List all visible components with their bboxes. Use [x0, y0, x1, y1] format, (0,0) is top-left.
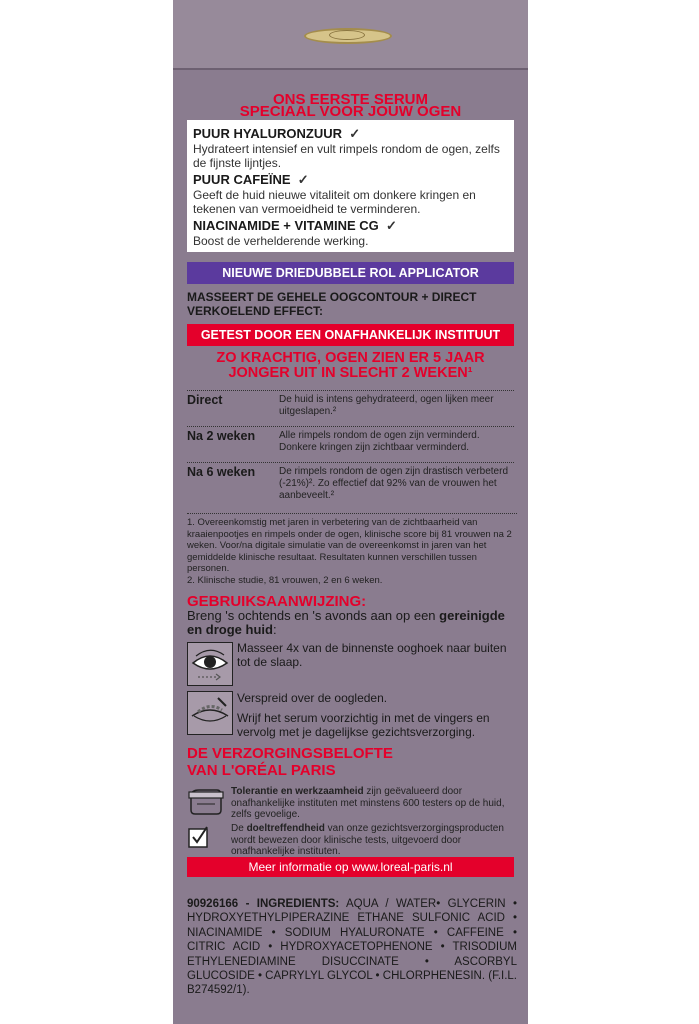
gold-seal-inner: [329, 30, 365, 40]
ingredient-title: PUUR CAFEÏNE ✓: [193, 172, 309, 187]
checkmark-icon: ✓: [294, 172, 309, 187]
eye-massage-icon: [187, 642, 233, 686]
step-1-text: Masseer 4x van de binnenste ooghoek naar buiten tot de slaap.: [237, 641, 507, 669]
promise-title-2: VAN L'ORÉAL PARIS: [187, 762, 336, 779]
step-2-text: Verspreid over de oogleden.: [237, 691, 388, 705]
checkbox-icon: [187, 825, 211, 854]
result-row: [187, 462, 514, 511]
footnote-2: 2. Klinische studie, 81 vrouwen, 2 en 6 weken.: [187, 574, 383, 586]
product-box-panel: [173, 0, 528, 1024]
ingredient-title: NIACINAMIDE + VITAMINE CG ✓: [193, 218, 397, 233]
footnotes: [187, 513, 517, 587]
header-line-2: SPECIAAL VOOR JOUW OGEN: [239, 103, 462, 120]
tested-banner: GETEST DOOR EEN ONAFHANKELIJK INSTITUUT: [187, 324, 514, 346]
ingredient-text: Hydrateert intensief en vult rimpels rondom de ogen, zelfs de fijnste lijntjes.: [193, 142, 500, 170]
result-text: De rimpels rondom de ogen zijn drastisch verbeterd (-21%)². Zo effectief dat 92% van de vrouwen het aanbeveelt.²: [279, 466, 508, 501]
box-top-flap: [173, 0, 528, 70]
footnote-1: 1. Overeenkomstig met jaren in verbetering van de zichtbaarheid van kraaienpootjes en rimpels onder de ogen, klinische score bij 81 vrouwen na 2 weken. Voor/na digitale simulatie van de overeenkomst in jaren van het gemiddelde klinische resultaat. Resultaten kunnen verschillen tussen personen.: [187, 517, 512, 575]
ingredient-text: Geeft de huid nieuwe vitaliteit om donkere kringen en tekenen van vermoeidheid te verminderen.: [193, 188, 476, 216]
applicator-banner: NIEUWE DRIEDUBBELE ROL APPLICATOR: [187, 262, 514, 284]
website-banner: Meer informatie op www.loreal-paris.nl: [187, 857, 514, 877]
eyelid-spread-icon: [187, 691, 233, 735]
ingredients-box: [187, 120, 514, 252]
result-text: De huid is intens gehydrateerd, ogen lijken meer uitgeslapen.²: [279, 394, 494, 417]
step-2b-text: Wrijf het serum voorzichtig in met de vingers en vervolg met je dagelijkse gezichtsverzorging.: [237, 711, 490, 739]
checkmark-icon: ✓: [345, 126, 361, 141]
massage-text: MASSEERT DE GEHELE OOGCONTOUR + DIRECT VERKOELEND EFFECT:: [187, 290, 477, 318]
result-label: Direct: [187, 393, 223, 407]
ingredient-text: Boost de verhelderende werking.: [193, 234, 369, 248]
usage-intro: Breng 's ochtends en 's avonds aan op een gereinigde en droge huid:: [187, 608, 505, 637]
usage-title: GEBRUIKSAANWIJZING:: [187, 593, 367, 610]
promise-item-2: De doeltreffendheid van onze gezichtsverzorgingsproducten wordt bewezen door klinische tests, uitgevoerd door onafhankelijke instituten.: [231, 823, 504, 857]
ingredient-title: PUUR HYALURONZUUR ✓: [193, 126, 361, 141]
jar-icon: [187, 786, 225, 821]
result-label: Na 6 weken: [187, 465, 256, 479]
result-label: Na 2 weken: [187, 429, 256, 443]
ingredients-list: 90926166 - INGREDIENTS: AQUA / WATER• GLYCERIN • HYDROXYETHYLPIPERAZINE ETHANE SULFONIC ACID • NIACINAMIDE • SODIUM HYALURONATE • CAFFEINE • CITRIC ACID • HYDROXYACETOPHENONE • TRISODIUM ETHYLENEDIAMINE DISUCCINATE • ASCORBYL GLUCOSIDE • CAPRYLYL GLYCOL • CHLORPHENESIN. (F.I.L. B274592/1).: [187, 898, 517, 997]
result-row: [187, 390, 514, 427]
promise-title-1: DE VERZORGINGSBELOFTE: [187, 745, 393, 762]
checkmark-icon: ✓: [382, 218, 397, 233]
promise-item-1: Tolerantie en werkzaamheid zijn geëvalueerd door onafhankelijke instituten met minstens 600 testers op de huid, zelfs gevoelige.: [231, 786, 505, 820]
header-line-1: ONS EERSTE SERUM: [272, 91, 429, 108]
result-row: [187, 426, 514, 463]
result-text: Alle rimpels rondom de ogen zijn verminderd. Donkere kringen zijn zichtbaar verminderd.: [279, 430, 480, 453]
claim-headline: ZO KRACHTIG, OGEN ZIEN ER 5 JAAR JONGER UIT IN SLECHT 2 WEKEN¹: [216, 350, 485, 381]
